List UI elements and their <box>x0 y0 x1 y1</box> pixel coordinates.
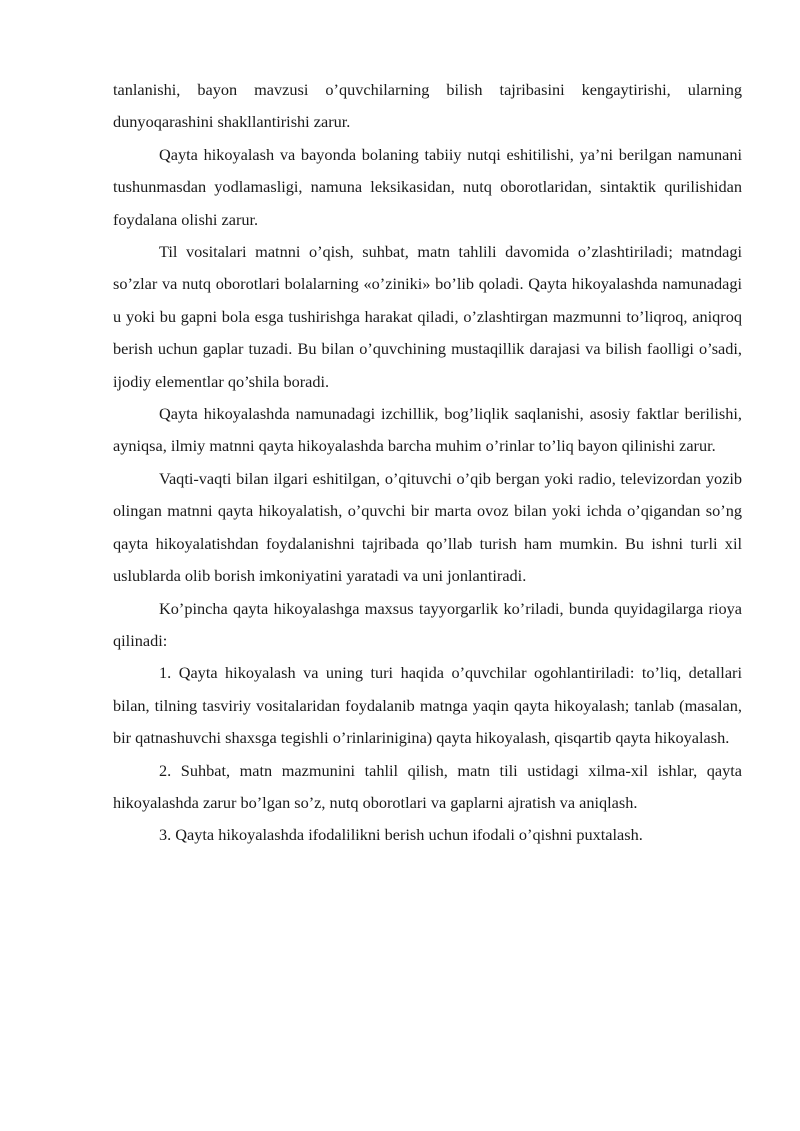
paragraph-occasional-retelling: Vaqti-vaqti bilan ilgari eshitilgan, o’qituvchi o’qib bergan yoki radio, televizordan yozib olingan matnni qayta hikoyalatish, o’quvchi bir marta ovoz bilan yoki ichda o’qigandan so’ng qayta hikoyalatishdan foydalanishni tajribada qo’llab turish ham mumkin. Bu ishni turli xil uslublarda olib borish imkoniyatini yaratadi va uni jonlantiradi. <box>113 468 742 586</box>
list-item-2: 2. Suhbat, matn mazmunini tahlil qilish, matn tili ustidagi xilma-xil ishlar, qayta hikoyalashda zarur bo’lgan so’z, nutq oborotlari va gaplarni ajratish va aniqlash. <box>113 760 742 812</box>
paragraph-language-tools: Til vositalari matnni o’qish, suhbat, matn tahlili davomida o’zlashtiriladi; matndagi so’zlar va nutq oborotlari bolalarning «o’ziniki» bo’lib qoladi. Qayta hikoyalashda namunadagi u yoki bu gapni bola esga tushirishga harakat qiladi, o’zlashtirgan mazmunni to’liqroq, aniqroq berish uchun gaplar tuzadi. Bu bilan o’quvchining mustaqillik darajasi va bilish faolligi o’sadi, ijodiy elementlar qo’shila boradi. <box>113 242 742 391</box>
document-page <box>113 74 742 852</box>
list-item-3: 3. Qayta hikoyalashda ifodalilikni berish uchun ifodali o’qishni puxtalash. <box>159 825 643 845</box>
paragraph-coherence: Qayta hikoyalashda namunadagi izchillik, bog’liqlik saqlanishi, asosiy faktlar berilishi, ayniqsa, ilmiy matnni qayta hikoyalashda barcha muhim o’rinlar to’liq bayon qilinishi zarur. <box>113 404 742 456</box>
paragraph-preparation-intro: Ko’pincha qayta hikoyalashga maxsus tayyorgarlik ko’riladi, bunda quyidagilarga rioya qilinadi: <box>113 598 742 650</box>
paragraph-continuation: tanlanishi, bayon mavzusi o’quvchilarning bilish tajribasini kengaytirishi, ularning dunyoqarashini shakllantirishi zarur. <box>113 80 742 132</box>
list-item-1: 1. Qayta hikoyalash va uning turi haqida o’quvchilar ogohlantiriladi: to’liq, detallari bilan, tilning tasviriy vositalaridan foydalanib matnga yaqin qayta hikoyalash; tanlab (masalan, bir qatnashuvchi shaxsga tegishli o’rinlarinigina) qayta hikoyalash, qisqartib qayta hikoyalash. <box>113 663 742 748</box>
paragraph-natural-speech: Qayta hikoyalash va bayonda bolaning tabiiy nutqi eshitilishi, ya’ni berilgan namunani tushunmasdan yodlamasligi, namuna leksikasidan, nutq oborotlaridan, sintaktik qurilishidan foydalana olishi zarur. <box>113 144 742 229</box>
